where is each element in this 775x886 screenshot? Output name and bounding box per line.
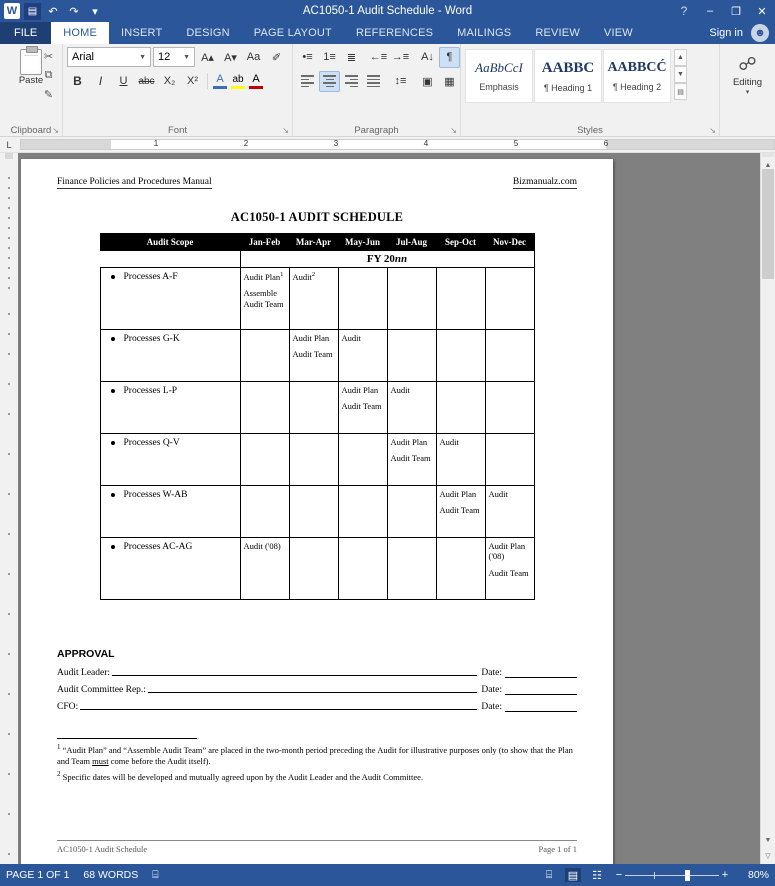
style-item-heading-2[interactable] [603,49,671,103]
row-cell [387,330,436,382]
font-color-label: A [252,73,260,85]
ruler-number: 4 [423,139,429,148]
signature-row [57,685,577,695]
row-cell [387,268,436,330]
row-cell [338,330,387,382]
header-right-text: Bizmanualz.com [512,177,577,187]
column-header-nov-dec: Nov-Dec [485,234,534,251]
cell-entry [244,288,286,309]
style-name: Emphasis [479,82,519,92]
styles-gallery [465,46,715,103]
word-logo-glyph: W [4,3,20,19]
style-preview: AABBCĆ [607,60,667,75]
ruler-track[interactable] [20,139,775,150]
cell-entry [293,349,335,359]
cell-text: Assemble Audit Team [243,288,284,309]
paragraph-dialog-launcher[interactable]: ↘ [450,126,457,135]
ribbon-tab-strip [0,22,775,44]
word-count[interactable]: 68 WORDS [83,869,139,881]
align-right-button[interactable] [341,71,362,92]
tab-mailings[interactable]: MAILINGS [457,27,512,39]
align-right-icon [345,71,358,92]
row-cell [289,330,338,382]
footnote-marker: 2 [57,769,61,778]
row-cell [338,486,387,538]
row-cell [436,382,485,434]
ruler-number: 6 [603,139,609,148]
row-cell [240,382,289,434]
row-scope-cell [100,382,240,434]
font-size-value: 12 [158,51,171,63]
justify-icon [367,71,380,92]
cell-entry [489,541,531,562]
paragraph-row-1 [297,46,456,68]
cell-entry [342,333,384,343]
zoom-track-mid [655,875,684,876]
group-font [62,44,292,137]
row-cell [485,330,534,382]
group-label-font: Font [167,125,187,136]
cell-text: Audit Team [439,505,480,516]
ruler-left-margin [21,140,111,149]
superscript-button[interactable]: X² [187,75,198,87]
signature-label: Audit Committee Rep.: [57,685,146,695]
font-name-value: Arial [72,51,95,63]
sort-button[interactable]: A↓ [421,51,434,63]
zoom-track-left [625,875,654,876]
footer-left-text: AC1050-1 Audit Schedule [57,844,148,854]
quick-access-toolbar [0,2,104,20]
approval-section [57,648,577,712]
cell-entry [489,489,531,499]
footnote-emphasis: must [92,756,109,767]
signature-row [57,702,577,712]
row-cell [240,486,289,538]
footnote-marker: 2 [311,271,316,278]
grow-font-button[interactable]: A▴ [201,51,214,64]
highlight-color-bar [231,86,245,89]
row-cell [387,382,436,434]
group-styles [460,44,719,137]
styles-more-icon[interactable]: ▤ [674,83,687,100]
row-cell [387,434,436,486]
row-cell [387,538,436,600]
row-cell [338,538,387,600]
font-color-bar [249,86,263,89]
save-icon[interactable]: ▤ [24,3,41,20]
row-scope-label: Processes AC-AG [123,542,193,552]
scrollbar-thumb[interactable] [762,169,774,279]
status-bar [0,864,775,886]
column-header-sep-oct: Sep-Oct [436,234,485,251]
signature-date-line[interactable] [505,694,577,695]
cell-entry [489,568,531,578]
minimize-button[interactable]: – [706,5,714,17]
clear-formatting-icon[interactable]: ✐ [271,51,282,64]
row-cell [485,268,534,330]
signature-line[interactable] [112,675,477,676]
shading-button[interactable]: ▣ [422,75,433,88]
row-scope-label: Processes W-AB [123,490,188,500]
underline-button[interactable] [113,71,134,92]
paragraph-row-2 [297,70,456,92]
subscript-button[interactable]: X₂ [163,75,176,87]
shrink-font-button[interactable]: A▾ [224,51,237,64]
signature-date-label: Date: [481,668,502,678]
row-scope-label: Processes G-K [123,334,180,344]
group-editing [719,44,775,137]
row-cell [436,486,485,538]
cell-text: Audit Plan ('08) [488,541,526,562]
table-row [100,434,534,486]
row-cell [485,538,534,600]
signature-line[interactable] [148,692,477,693]
column-header-jan-feb: Jan-Feb [240,234,289,251]
cut-icon[interactable]: ✂ [43,51,54,63]
help-icon[interactable]: ? [680,4,688,18]
bullet-icon [111,337,115,341]
row-cell [387,486,436,538]
table-row [100,382,534,434]
clipboard-dialog-launcher[interactable]: ↘ [52,126,59,135]
column-header-may-jun: May-Jun [338,234,387,251]
borders-button[interactable]: ▦ [444,75,455,88]
divider [207,73,208,89]
cell-text: Audit [292,271,312,282]
style-item-emphasis[interactable] [465,49,533,103]
document-workspace [0,153,775,864]
footnote-text: “Audit Plan” and “Assemble Audit Team” are placed in the two-month period preceding the Audit for illustrative purposes only (to show that the Plan and Team [57,744,573,767]
cell-text: Audit Plan [243,271,281,282]
scroll-up-icon[interactable]: ▲ [764,162,772,169]
row-cell [289,538,338,600]
underline-label: U [119,75,128,87]
page-indicator[interactable]: PAGE 1 OF 1 [6,869,70,881]
styles-scroll-down-icon[interactable]: ▼ [674,66,687,83]
row-cell [240,268,289,330]
zoom-track-right [690,875,719,876]
row-cell [485,486,534,538]
tab-home[interactable]: HOME [51,22,109,44]
ruler-number: 3 [333,139,339,148]
redo-icon[interactable]: ↷ [69,5,79,18]
ruler-number: 5 [513,139,519,148]
paste-label: Paste [18,75,44,86]
page-canvas[interactable] [18,153,775,864]
cell-text: Audit [439,437,459,447]
italic-button[interactable] [90,71,111,92]
tab-insert[interactable]: INSERT [121,27,163,39]
tab-design[interactable]: DESIGN [186,27,230,39]
row-scope-cell [100,268,240,330]
editing-caption: Editing [732,77,763,88]
footnote-text: Specific dates will be developed and mutually agreed upon by the Audit Leader and the Audit Committee. [62,771,424,782]
clipboard-small-buttons [40,48,57,103]
table-row [100,268,534,330]
text-effects-label: A [216,73,224,85]
line-spacing-button[interactable]: ↕≡ [394,75,407,87]
font-color-button[interactable] [248,71,264,92]
table-row [100,486,534,538]
signature-date-label: Date: [481,685,502,695]
cell-text: Audit Team [292,349,333,360]
bullet-icon [111,545,115,549]
row-cell [436,434,485,486]
web-layout-icon[interactable]: ☷ [592,869,602,882]
cell-entry [391,385,433,395]
align-left-button[interactable] [297,71,318,92]
bullet-icon [111,493,115,497]
decrease-indent-button[interactable]: ←≡ [369,51,388,63]
header-left-text: Finance Policies and Procedures Manual [57,177,212,187]
fy-blank-cell [100,251,240,268]
table-row [100,538,534,600]
footnote-marker: 1 [57,743,61,751]
column-header-jul-aug: Jul-Aug [387,234,436,251]
row-scope-cell [100,330,240,382]
read-mode-icon[interactable]: ⌸ [545,868,553,881]
styles-dialog-launcher[interactable]: ↘ [709,126,716,135]
clipboard-icon [20,49,42,75]
style-preview: AABBC [541,59,595,76]
row-cell [436,538,485,600]
change-case-button[interactable]: Aa [246,51,261,63]
justify-button[interactable] [363,71,384,92]
row-cell [240,538,289,600]
signature-line[interactable] [80,709,477,710]
vertical-scrollbar[interactable] [760,153,775,864]
row-scope-cell [100,486,240,538]
ruler-right-margin [603,139,774,149]
window-controls [671,2,775,20]
row-cell [289,382,338,434]
title-bar [0,0,775,22]
row-scope-label: Processes A-F [123,272,178,282]
row-cell [338,434,387,486]
row-cell [240,434,289,486]
row-cell [436,268,485,330]
tab-file[interactable]: FILE [0,22,51,44]
highlight-label: ab [232,73,244,85]
row-cell [436,330,485,382]
undo-icon[interactable]: ↶ [48,5,58,18]
cell-entry [342,401,384,411]
group-label-paragraph: Paragraph [354,125,399,136]
tab-page-layout[interactable]: PAGE LAYOUT [253,27,332,39]
fy-header-cell [240,251,534,268]
style-name: ¶ Heading 2 [612,82,662,92]
horizontal-ruler [0,137,775,153]
document-header [57,177,577,190]
next-page-icon[interactable]: ▽ [765,852,771,860]
bullet-icon [111,441,115,445]
print-layout-icon[interactable]: ▤ [565,868,581,882]
vertical-ruler[interactable] [0,153,18,864]
proofing-icon[interactable]: ⌸ [152,868,159,881]
audit-schedule-table [100,233,535,600]
row-cell [289,434,338,486]
bullets-button[interactable]: •≡ [302,51,313,63]
copy-icon[interactable]: ⧉ [44,69,53,81]
tab-stop-selector[interactable]: L [6,139,12,150]
customize-qat-icon[interactable]: ▾ [92,5,98,18]
strikethrough-label: abc [138,75,155,87]
italic-label: I [98,74,103,88]
cell-text: Audit Plan [292,333,330,343]
font-row-2 [67,70,288,92]
footnote-1 [57,743,577,768]
sign-in-button[interactable]: Sign in [709,27,743,39]
document-page[interactable] [21,159,613,864]
row-cell [289,486,338,538]
chevron-down-icon: ▼ [183,53,190,61]
account-avatar-icon[interactable]: ☻ [751,24,769,42]
cell-entry [293,271,335,282]
multilevel-list-button[interactable]: ≣ [346,51,357,64]
tab-review[interactable]: REVIEW [535,27,580,39]
row-scope-label: Processes L-P [123,386,178,396]
group-label-clipboard: Clipboard [10,125,52,136]
text-effects-button[interactable] [212,71,228,92]
cell-text: Audit Plan [439,489,477,499]
fy-label: FY 20 [366,253,395,265]
group-paragraph [292,44,460,137]
increase-indent-button[interactable]: →≡ [391,51,410,63]
show-formatting-marks-button[interactable]: ¶ [439,47,460,68]
signature-row [57,668,577,678]
styles-scroll-up-icon[interactable]: ▲ [674,49,687,66]
chevron-down-icon: ▼ [139,53,146,61]
numbering-button[interactable]: 1≡ [323,51,336,63]
signature-date-line[interactable] [505,711,577,712]
format-painter-icon[interactable]: ✎ [43,89,54,101]
font-dialog-launcher[interactable]: ↘ [282,126,289,135]
cell-entry [342,385,384,395]
style-name: ¶ Heading 1 [543,82,593,93]
footer-right-text: Page 1 of 1 [538,844,577,854]
align-center-icon [323,71,336,92]
zoom-out-button[interactable]: − [615,869,623,881]
fy-label-italic: nn [394,253,408,265]
ribbon [0,44,775,137]
row-cell [289,268,338,330]
row-scope-cell [100,434,240,486]
bullet-icon [111,389,115,393]
group-clipboard [0,44,62,137]
table-body [100,268,534,600]
cell-entry [293,333,335,343]
signature-label: Audit Leader: [57,668,111,678]
tab-view[interactable]: VIEW [603,27,633,39]
signature-date-line[interactable] [505,677,577,678]
ruler-number: 2 [243,139,249,148]
align-center-button[interactable] [319,71,340,92]
table-header-row [100,234,534,251]
page-content [21,159,613,783]
editing-dropdown-icon[interactable]: ▾ [745,89,750,96]
cell-text: Audit [341,333,361,343]
row-cell [240,330,289,382]
status-bar-right [541,868,769,882]
column-header-audit-scope: Audit Scope [100,234,240,251]
align-left-icon [301,71,314,92]
cell-entry [440,489,482,499]
row-cell [338,382,387,434]
cell-text: Audit Team [488,567,529,578]
table-row [100,330,534,382]
footnote-separator [57,738,197,739]
row-cell [338,268,387,330]
font-size-combo[interactable] [153,47,195,67]
tab-references[interactable]: REFERENCES [355,27,434,39]
column-header-mar-apr: Mar-Apr [289,234,338,251]
cell-text: Audit [488,489,508,499]
cell-entry [244,271,286,282]
cell-entry [440,437,482,447]
group-label-styles: Styles [577,125,603,136]
cell-entry [244,541,286,551]
style-item-heading-1[interactable] [534,49,602,103]
style-preview: AaBbCcI [475,60,523,75]
row-cell [485,382,534,434]
styles-gallery-scroll [674,49,687,100]
bold-label: B [73,74,82,88]
cell-text: Audit ('08) [243,541,281,551]
row-cell [485,434,534,486]
footnote-marker: 1 [280,271,284,278]
close-button[interactable]: ✕ [757,5,767,18]
zoom-level-label[interactable]: 80% [747,869,769,881]
signature-label: CFO: [57,702,79,712]
strikethrough-button[interactable] [136,71,157,92]
ruler-number: 1 [153,139,159,148]
page-title: AC1050-1 AUDIT SCHEDULE [230,210,404,224]
bullet-icon [111,275,115,279]
highlight-color-button[interactable] [230,71,246,92]
cell-entry [391,453,433,463]
document-footer [57,840,577,854]
footnote-2 [57,770,577,783]
window-title: AC1050-1 Audit Schedule - Word [302,5,473,17]
cell-text: Audit Team [341,401,382,412]
font-row-1 [67,46,288,68]
cell-text: Audit [390,385,410,395]
word-app-icon [3,2,21,20]
approval-heading: APPROVAL [57,648,115,660]
zoom-slider[interactable] [613,869,731,881]
cell-entry [440,505,482,515]
row-scope-cell [100,538,240,600]
zoom-in-button[interactable]: + [721,869,729,881]
ruler-top-margin [5,153,13,159]
row-scope-label: Processes Q-V [123,438,180,448]
restore-button[interactable]: ❐ [731,5,741,18]
cell-entry [391,437,433,447]
bold-button[interactable] [67,71,88,92]
text-effects-color-bar [213,86,227,89]
binoculars-icon[interactable]: ☍ [738,54,757,74]
cell-text: Audit Plan [341,385,379,395]
cell-text: Audit Plan [390,437,428,447]
cell-text: Audit Team [390,453,431,464]
scrollbar-split-handle[interactable] [762,153,774,157]
footnote-text-after: come before the Audit itself). [108,756,211,767]
font-name-combo[interactable] [67,47,151,67]
scroll-down-icon[interactable]: ▼ [764,837,772,844]
table-fy-row [100,251,534,268]
signature-date-label: Date: [481,702,502,712]
